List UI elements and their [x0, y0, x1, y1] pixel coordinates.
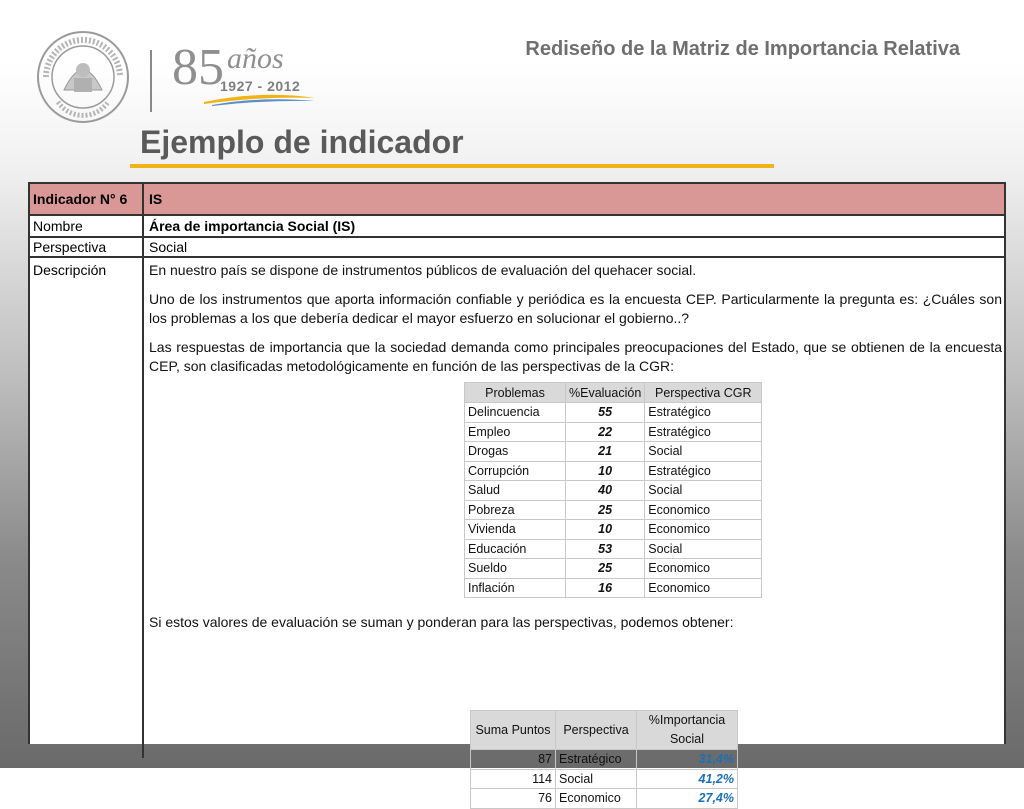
table-row [465, 403, 762, 423]
table-row [465, 422, 762, 442]
table-row [471, 769, 738, 789]
desc-paragraph-4: Si estos valores de evaluación se suman y ponderan para las perspectivas, podemos obtener: [149, 614, 734, 630]
problem-name-cell: Inflación [465, 578, 566, 598]
table-row [465, 559, 762, 579]
evaluation-cell: 25 [566, 500, 645, 520]
indicator-code: IS [149, 191, 163, 207]
importance-percent-cell: 31,4% [637, 750, 738, 770]
col-header-suma: Suma Puntos [471, 711, 556, 750]
evaluation-cell: 55 [566, 403, 645, 423]
perspective-cell: Economico [645, 500, 762, 520]
anniversary-word: años [227, 42, 284, 75]
descripcion-content [146, 258, 1002, 806]
perspectiva-value: Social [149, 239, 188, 255]
title-underline [130, 164, 774, 168]
evaluation-cell: 16 [566, 578, 645, 598]
importance-percent-cell: 41,2% [637, 769, 738, 789]
evaluation-cell: 10 [566, 520, 645, 540]
problem-name-cell: Delincuencia [465, 403, 566, 423]
table-row [465, 500, 762, 520]
swoosh-icon [202, 92, 317, 106]
evaluation-cell: 21 [566, 442, 645, 462]
evaluation-cell: 22 [566, 422, 645, 442]
col-header-perspectiva-sum: Perspectiva [556, 711, 637, 750]
descripcion-row [30, 258, 1004, 806]
evaluation-cell: 40 [566, 481, 645, 501]
sum-points-cell: 114 [471, 769, 556, 789]
table-row [471, 789, 738, 809]
perspective-cell: Estratégico [645, 461, 762, 481]
evaluation-cell: 25 [566, 559, 645, 579]
nombre-row [30, 216, 1004, 238]
col-header-importancia: %Importancia Social [637, 711, 738, 750]
sum-header-row [471, 711, 738, 750]
sum-table [470, 710, 738, 809]
problem-name-cell: Empleo [465, 422, 566, 442]
importance-percent-cell: 27,4% [637, 789, 738, 809]
col-header-perspectiva: Perspectiva CGR [645, 383, 762, 403]
perspectiva-row [30, 238, 1004, 258]
perspective-cell: Social [645, 442, 762, 462]
table-row [471, 750, 738, 770]
perspective-cell: Estratégico [645, 403, 762, 423]
sum-body [471, 750, 738, 809]
col-header-problemas: Problemas [465, 383, 566, 403]
perspective-cell: Economico [645, 559, 762, 579]
perspective-cell: Social [645, 481, 762, 501]
nombre-value: Área de importancia Social (IS) [149, 218, 356, 234]
logo-divider [150, 50, 152, 112]
problems-table [464, 382, 762, 598]
indicator-label: Indicador N° 6 [30, 184, 144, 214]
problem-name-cell: Pobreza [465, 500, 566, 520]
table-row [465, 578, 762, 598]
evaluation-cell: 53 [566, 539, 645, 559]
sum-perspective-cell: Estratégico [556, 750, 637, 770]
problem-name-cell: Sueldo [465, 559, 566, 579]
perspective-cell: Economico [645, 520, 762, 540]
indicator-header-row [30, 184, 1004, 216]
anniversary-logo [172, 39, 322, 112]
sum-perspective-cell: Economico [556, 789, 637, 809]
col-header-evaluacion: %Evaluación [566, 383, 645, 403]
desc-paragraph-2: Uno de los instrumentos que aporta información confiable y periódica es la encuesta CEP. Particularmente la pregunta es: ¿Cuáles son los problemas a los que debería dedicar el mayor esfuerzo en solucionar el gobierno..? [149, 291, 1002, 326]
sum-points-cell: 76 [471, 789, 556, 809]
table-row [465, 481, 762, 501]
perspective-cell: Estratégico [645, 422, 762, 442]
desc-paragraph-1: En nuestro país se dispone de instrumentos públicos de evaluación del quehacer social. [149, 262, 697, 278]
header-title: Rediseño de la Matriz de Importancia Relativa [525, 38, 960, 60]
perspectiva-label: Perspectiva [30, 238, 144, 256]
descripcion-label: Descripción [30, 258, 144, 758]
problem-name-cell: Drogas [465, 442, 566, 462]
table-row [465, 442, 762, 462]
desc-paragraph-3: Las respuestas de importancia que la sociedad demanda como principales preocupaciones del Estado, que se obtienen de la encuesta CEP, son clasificadas metodológicamente en función de las perspectivas de la CGR: [149, 339, 1002, 374]
problem-name-cell: Educación [465, 539, 566, 559]
anniversary-number: 85 [172, 39, 224, 96]
contraloria-seal-logo [36, 30, 130, 124]
table-row [465, 461, 762, 481]
evaluation-cell: 10 [566, 461, 645, 481]
indicator-table [28, 182, 1006, 806]
anniversary-years: 1927 - 2012 [220, 78, 301, 94]
perspective-cell: Social [645, 539, 762, 559]
problem-name-cell: Vivienda [465, 520, 566, 540]
sum-perspective-cell: Social [556, 769, 637, 789]
problem-name-cell: Salud [465, 481, 566, 501]
perspective-cell: Economico [645, 578, 762, 598]
sum-points-cell: 87 [471, 750, 556, 770]
nombre-label: Nombre [30, 216, 144, 236]
problem-name-cell: Corrupción [465, 461, 566, 481]
problems-body [465, 403, 762, 598]
page-title: Ejemplo de indicador [140, 124, 464, 160]
table-row [465, 520, 762, 540]
table-row [465, 539, 762, 559]
problems-header-row [465, 383, 762, 403]
